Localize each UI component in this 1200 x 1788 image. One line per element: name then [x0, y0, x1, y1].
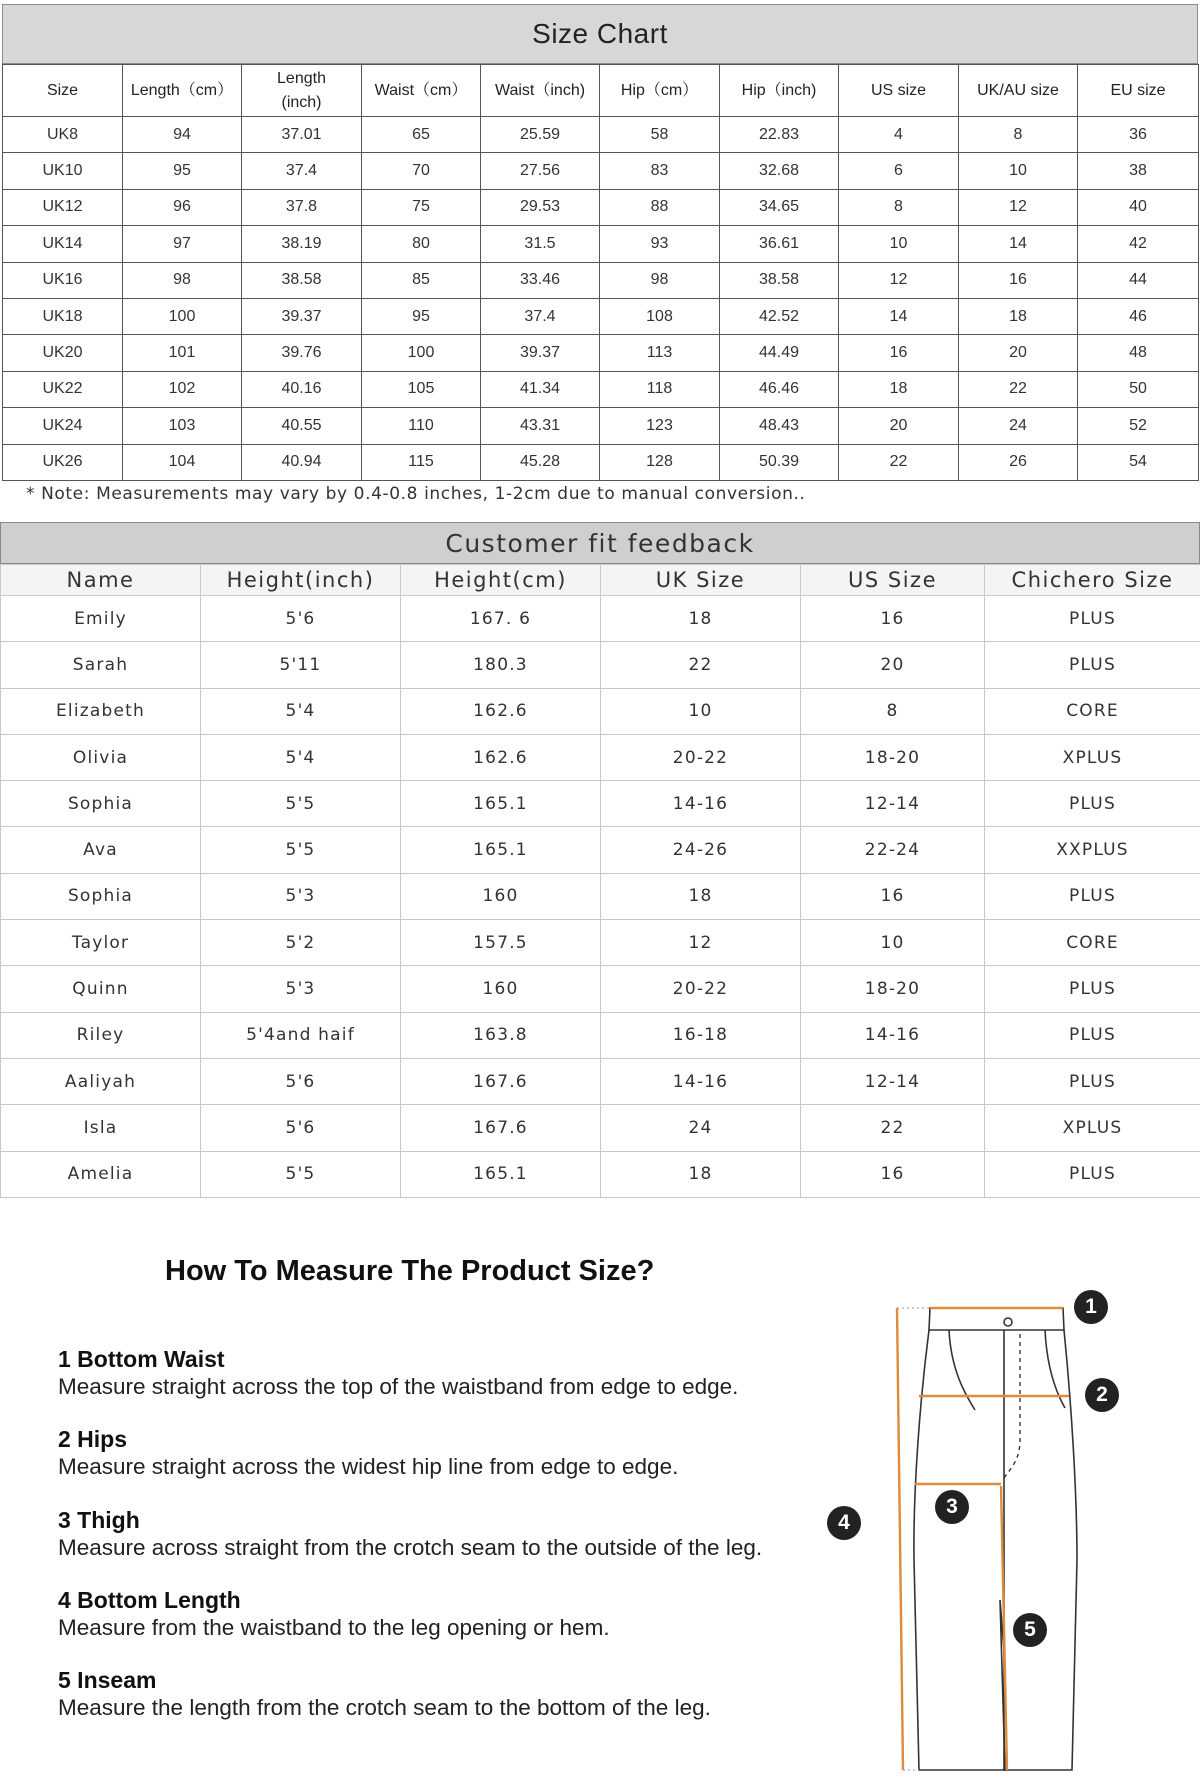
feedback-value-cell: 162.6 — [401, 734, 601, 780]
size-value-cell: 25.59 — [481, 117, 600, 153]
header-length-inch: Length (inch) — [242, 65, 362, 117]
size-value-cell: 40.55 — [242, 408, 362, 444]
size-value-cell: 103 — [123, 408, 242, 444]
header-us-size-fb: US Size — [801, 565, 985, 596]
size-value-cell: 32.68 — [720, 153, 839, 189]
feedback-value-cell: 12-14 — [801, 781, 985, 827]
feedback-value-cell: 16 — [801, 873, 985, 919]
size-label-cell: UK18 — [3, 298, 123, 334]
feedback-header-row — [1, 565, 1200, 596]
customer-name-cell: Ava — [1, 827, 201, 873]
size-value-cell: 8 — [839, 189, 959, 225]
size-value-cell: 44 — [1078, 262, 1199, 298]
size-value-cell: 95 — [362, 298, 481, 334]
feedback-value-cell: 18-20 — [801, 966, 985, 1012]
size-value-cell: 22 — [839, 444, 959, 480]
feedback-value-cell: PLUS — [985, 1058, 1200, 1104]
step-bottom-length — [58, 1586, 818, 1642]
badge-5-icon: 5 — [1013, 1613, 1047, 1647]
step-title: 3 Thigh — [58, 1507, 140, 1533]
size-chart-row — [3, 262, 1199, 298]
customer-name-cell: Amelia — [1, 1151, 201, 1197]
feedback-row — [1, 827, 1200, 873]
feedback-value-cell: 5'3 — [201, 966, 401, 1012]
feedback-value-cell: XPLUS — [985, 1105, 1200, 1151]
size-value-cell: 37.4 — [481, 298, 600, 334]
size-value-cell: 10 — [839, 226, 959, 262]
size-label-cell: UK26 — [3, 444, 123, 480]
customer-name-cell: Quinn — [1, 966, 201, 1012]
size-value-cell: 50.39 — [720, 444, 839, 480]
header-waist-cm: Waist（cm） — [362, 65, 481, 117]
size-value-cell: 115 — [362, 444, 481, 480]
badge-1-icon: 1 — [1074, 1290, 1108, 1324]
size-value-cell: 37.8 — [242, 189, 362, 225]
feedback-value-cell: 18 — [601, 1151, 801, 1197]
size-value-cell: 16 — [839, 335, 959, 371]
size-value-cell: 39.76 — [242, 335, 362, 371]
size-chart-row — [3, 298, 1199, 334]
size-chart-note: * Note: Measurements may vary by 0.4-0.8 inches, 1-2cm due to manual conversion.. — [26, 483, 806, 504]
feedback-value-cell: 162.6 — [401, 688, 601, 734]
customer-name-cell: Riley — [1, 1012, 201, 1058]
feedback-row — [1, 1012, 1200, 1058]
size-value-cell: 105 — [362, 371, 481, 407]
size-value-cell: 42 — [1078, 226, 1199, 262]
size-value-cell: 38.58 — [242, 262, 362, 298]
size-value-cell: 54 — [1078, 444, 1199, 480]
size-value-cell: 14 — [959, 226, 1078, 262]
feedback-value-cell: 5'6 — [201, 1058, 401, 1104]
feedback-value-cell: 160 — [401, 873, 601, 919]
feedback-value-cell: 16 — [801, 596, 985, 642]
feedback-value-cell: 5'4 — [201, 734, 401, 780]
size-value-cell: 20 — [839, 408, 959, 444]
feedback-value-cell: 165.1 — [401, 1151, 601, 1197]
feedback-value-cell: PLUS — [985, 1151, 1200, 1197]
feedback-value-cell: PLUS — [985, 1012, 1200, 1058]
feedback-value-cell: 163.8 — [401, 1012, 601, 1058]
size-value-cell: 39.37 — [481, 335, 600, 371]
size-value-cell: 33.46 — [481, 262, 600, 298]
size-chart-row — [3, 408, 1199, 444]
size-value-cell: 65 — [362, 117, 481, 153]
feedback-value-cell: PLUS — [985, 781, 1200, 827]
size-label-cell: UK24 — [3, 408, 123, 444]
size-chart-row — [3, 226, 1199, 262]
size-label-cell: UK10 — [3, 153, 123, 189]
size-value-cell: 100 — [362, 335, 481, 371]
feedback-table — [0, 564, 1200, 1198]
size-value-cell: 12 — [839, 262, 959, 298]
size-value-cell: 101 — [123, 335, 242, 371]
size-value-cell: 16 — [959, 262, 1078, 298]
feedback-value-cell: 165.1 — [401, 827, 601, 873]
feedback-value-cell: 14-16 — [801, 1012, 985, 1058]
size-chart-row — [3, 189, 1199, 225]
size-value-cell: 88 — [600, 189, 720, 225]
header-size: Size — [3, 65, 123, 117]
feedback-value-cell: 10 — [801, 920, 985, 966]
feedback-value-cell: 20 — [801, 642, 985, 688]
step-inseam — [58, 1666, 818, 1722]
feedback-row — [1, 642, 1200, 688]
feedback-value-cell: 5'5 — [201, 827, 401, 873]
header-hip-cm: Hip（cm） — [600, 65, 720, 117]
customer-name-cell: Isla — [1, 1105, 201, 1151]
size-value-cell: 94 — [123, 117, 242, 153]
size-value-cell: 44.49 — [720, 335, 839, 371]
feedback-row — [1, 1058, 1200, 1104]
feedback-value-cell: XXPLUS — [985, 827, 1200, 873]
feedback-value-cell: 22 — [801, 1105, 985, 1151]
size-value-cell: 34.65 — [720, 189, 839, 225]
feedback-value-cell: PLUS — [985, 966, 1200, 1012]
size-value-cell: 100 — [123, 298, 242, 334]
size-chart-title: Size Chart — [2, 4, 1198, 64]
feedback-value-cell: 20-22 — [601, 734, 801, 780]
feedback-value-cell: 20-22 — [601, 966, 801, 1012]
feedback-row — [1, 966, 1200, 1012]
feedback-value-cell: 22 — [601, 642, 801, 688]
size-value-cell: 96 — [123, 189, 242, 225]
size-value-cell: 75 — [362, 189, 481, 225]
feedback-value-cell: 12 — [601, 920, 801, 966]
size-label-cell: UK12 — [3, 189, 123, 225]
customer-name-cell: Taylor — [1, 920, 201, 966]
size-value-cell: 70 — [362, 153, 481, 189]
size-chart-row — [3, 153, 1199, 189]
size-chart-table — [2, 64, 1199, 481]
feedback-row — [1, 781, 1200, 827]
size-value-cell: 52 — [1078, 408, 1199, 444]
size-value-cell: 22.83 — [720, 117, 839, 153]
size-value-cell: 46.46 — [720, 371, 839, 407]
customer-name-cell: Emily — [1, 596, 201, 642]
size-value-cell: 95 — [123, 153, 242, 189]
customer-feedback — [0, 522, 1200, 1198]
size-value-cell: 123 — [600, 408, 720, 444]
size-value-cell: 50 — [1078, 371, 1199, 407]
size-value-cell: 6 — [839, 153, 959, 189]
feedback-value-cell: 167.6 — [401, 1105, 601, 1151]
size-value-cell: 42.52 — [720, 298, 839, 334]
step-title: 4 Bottom Length — [58, 1587, 241, 1613]
step-desc: Measure straight across the widest hip line from edge to edge. — [58, 1454, 679, 1479]
header-uk-au-size: UK/AU size — [959, 65, 1078, 117]
header-hip-inch: Hip（inch) — [720, 65, 839, 117]
feedback-body — [1, 596, 1200, 1198]
feedback-row — [1, 920, 1200, 966]
size-value-cell: 38.19 — [242, 226, 362, 262]
size-value-cell: 38.58 — [720, 262, 839, 298]
feedback-row — [1, 1151, 1200, 1197]
size-value-cell: 85 — [362, 262, 481, 298]
step-desc: Measure straight across the top of the waistband from edge to edge. — [58, 1374, 739, 1399]
size-value-cell: 46 — [1078, 298, 1199, 334]
feedback-row — [1, 734, 1200, 780]
customer-name-cell: Sophia — [1, 781, 201, 827]
size-label-cell: UK14 — [3, 226, 123, 262]
header-length-cm: Length（cm） — [123, 65, 242, 117]
step-desc: Measure the length from the crotch seam to the bottom of the leg. — [58, 1695, 711, 1720]
header-name: Name — [1, 565, 201, 596]
size-label-cell: UK20 — [3, 335, 123, 371]
pants-illustration — [815, 1290, 1115, 1780]
feedback-value-cell: 18 — [601, 873, 801, 919]
customer-name-cell: Elizabeth — [1, 688, 201, 734]
customer-name-cell: Olivia — [1, 734, 201, 780]
feedback-value-cell: 14-16 — [601, 781, 801, 827]
feedback-value-cell: 167.6 — [401, 1058, 601, 1104]
feedback-value-cell: 18 — [601, 596, 801, 642]
feedback-value-cell: 5'6 — [201, 1105, 401, 1151]
size-value-cell: 24 — [959, 408, 1078, 444]
feedback-value-cell: 14-16 — [601, 1058, 801, 1104]
size-value-cell: 98 — [123, 262, 242, 298]
size-value-cell: 104 — [123, 444, 242, 480]
size-chart-row — [3, 371, 1199, 407]
size-value-cell: 10 — [959, 153, 1078, 189]
size-chart-row — [3, 117, 1199, 153]
header-height-cm: Height(cm) — [401, 565, 601, 596]
size-value-cell: 40 — [1078, 189, 1199, 225]
size-value-cell: 36 — [1078, 117, 1199, 153]
badge-4-icon: 4 — [827, 1506, 861, 1540]
size-value-cell: 14 — [839, 298, 959, 334]
feedback-row — [1, 596, 1200, 642]
size-value-cell: 118 — [600, 371, 720, 407]
pants-measure-diagram — [815, 1290, 1115, 1780]
feedback-value-cell: 22-24 — [801, 827, 985, 873]
customer-name-cell: Sophia — [1, 873, 201, 919]
header-us-size: US size — [839, 65, 959, 117]
size-value-cell: 80 — [362, 226, 481, 262]
size-value-cell: 38 — [1078, 153, 1199, 189]
size-value-cell: 98 — [600, 262, 720, 298]
header-chichero-size: Chichero Size — [985, 565, 1200, 596]
size-value-cell: 29.53 — [481, 189, 600, 225]
badge-2-icon: 2 — [1085, 1378, 1119, 1412]
feedback-value-cell: 5'4and haif — [201, 1012, 401, 1058]
size-value-cell: 41.34 — [481, 371, 600, 407]
size-value-cell: 26 — [959, 444, 1078, 480]
feedback-value-cell: 180.3 — [401, 642, 601, 688]
feedback-value-cell: 18-20 — [801, 734, 985, 780]
step-title: 2 Hips — [58, 1426, 128, 1452]
size-value-cell: 31.5 — [481, 226, 600, 262]
size-value-cell: 110 — [362, 408, 481, 444]
step-bottom-waist — [58, 1345, 818, 1401]
size-value-cell: 45.28 — [481, 444, 600, 480]
feedback-value-cell: 5'6 — [201, 596, 401, 642]
feedback-title: Customer fit feedback — [0, 522, 1200, 564]
feedback-value-cell: 16 — [801, 1151, 985, 1197]
size-value-cell: 37.4 — [242, 153, 362, 189]
feedback-value-cell: 5'5 — [201, 1151, 401, 1197]
size-value-cell: 48.43 — [720, 408, 839, 444]
step-desc: Measure from the waistband to the leg opening or hem. — [58, 1615, 610, 1640]
feedback-value-cell: 5'5 — [201, 781, 401, 827]
feedback-value-cell: CORE — [985, 688, 1200, 734]
size-chart-row — [3, 444, 1199, 480]
feedback-value-cell: 5'2 — [201, 920, 401, 966]
size-value-cell: 40.16 — [242, 371, 362, 407]
size-label-cell: UK16 — [3, 262, 123, 298]
size-chart-body — [3, 117, 1199, 481]
size-value-cell: 48 — [1078, 335, 1199, 371]
customer-name-cell: Sarah — [1, 642, 201, 688]
size-value-cell: 36.61 — [720, 226, 839, 262]
size-value-cell: 18 — [959, 298, 1078, 334]
size-value-cell: 113 — [600, 335, 720, 371]
feedback-value-cell: CORE — [985, 920, 1200, 966]
size-value-cell: 108 — [600, 298, 720, 334]
size-chart — [2, 4, 1198, 504]
size-label-cell: UK22 — [3, 371, 123, 407]
size-value-cell: 37.01 — [242, 117, 362, 153]
size-value-cell: 97 — [123, 226, 242, 262]
feedback-value-cell: 24-26 — [601, 827, 801, 873]
size-value-cell: 20 — [959, 335, 1078, 371]
feedback-value-cell: 157.5 — [401, 920, 601, 966]
header-height-inch: Height(inch) — [201, 565, 401, 596]
size-label-cell: UK8 — [3, 117, 123, 153]
step-desc: Measure across straight from the crotch seam to the outside of the leg. — [58, 1535, 763, 1560]
size-value-cell: 58 — [600, 117, 720, 153]
feedback-value-cell: 5'11 — [201, 642, 401, 688]
feedback-value-cell: 160 — [401, 966, 601, 1012]
size-chart-row — [3, 335, 1199, 371]
feedback-value-cell: 12-14 — [801, 1058, 985, 1104]
feedback-value-cell: 24 — [601, 1105, 801, 1151]
how-to-title: How To Measure The Product Size? — [165, 1255, 655, 1287]
header-uk-size: UK Size — [601, 565, 801, 596]
size-value-cell: 27.56 — [481, 153, 600, 189]
size-value-cell: 102 — [123, 371, 242, 407]
size-value-cell: 40.94 — [242, 444, 362, 480]
size-value-cell: 12 — [959, 189, 1078, 225]
feedback-row — [1, 873, 1200, 919]
size-value-cell: 39.37 — [242, 298, 362, 334]
feedback-value-cell: 5'4 — [201, 688, 401, 734]
feedback-value-cell: PLUS — [985, 596, 1200, 642]
header-eu-size: EU size — [1078, 65, 1199, 117]
feedback-value-cell: 16-18 — [601, 1012, 801, 1058]
step-thigh — [58, 1506, 818, 1562]
badge-3-icon: 3 — [935, 1490, 969, 1524]
feedback-value-cell: 8 — [801, 688, 985, 734]
feedback-value-cell: 5'3 — [201, 873, 401, 919]
feedback-value-cell: 10 — [601, 688, 801, 734]
size-value-cell: 4 — [839, 117, 959, 153]
customer-name-cell: Aaliyah — [1, 1058, 201, 1104]
feedback-value-cell: PLUS — [985, 873, 1200, 919]
size-value-cell: 18 — [839, 371, 959, 407]
step-title: 1 Bottom Waist — [58, 1346, 225, 1372]
feedback-row — [1, 1105, 1200, 1151]
header-waist-inch: Waist（inch) — [481, 65, 600, 117]
size-value-cell: 128 — [600, 444, 720, 480]
size-chart-header-row — [3, 65, 1199, 117]
size-value-cell: 8 — [959, 117, 1078, 153]
size-value-cell: 43.31 — [481, 408, 600, 444]
size-value-cell: 93 — [600, 226, 720, 262]
feedback-row — [1, 688, 1200, 734]
step-title: 5 Inseam — [58, 1667, 157, 1693]
feedback-value-cell: 165.1 — [401, 781, 601, 827]
feedback-value-cell: XPLUS — [985, 734, 1200, 780]
feedback-value-cell: 167. 6 — [401, 596, 601, 642]
size-value-cell: 22 — [959, 371, 1078, 407]
size-value-cell: 83 — [600, 153, 720, 189]
feedback-value-cell: PLUS — [985, 642, 1200, 688]
step-hips — [58, 1425, 818, 1481]
